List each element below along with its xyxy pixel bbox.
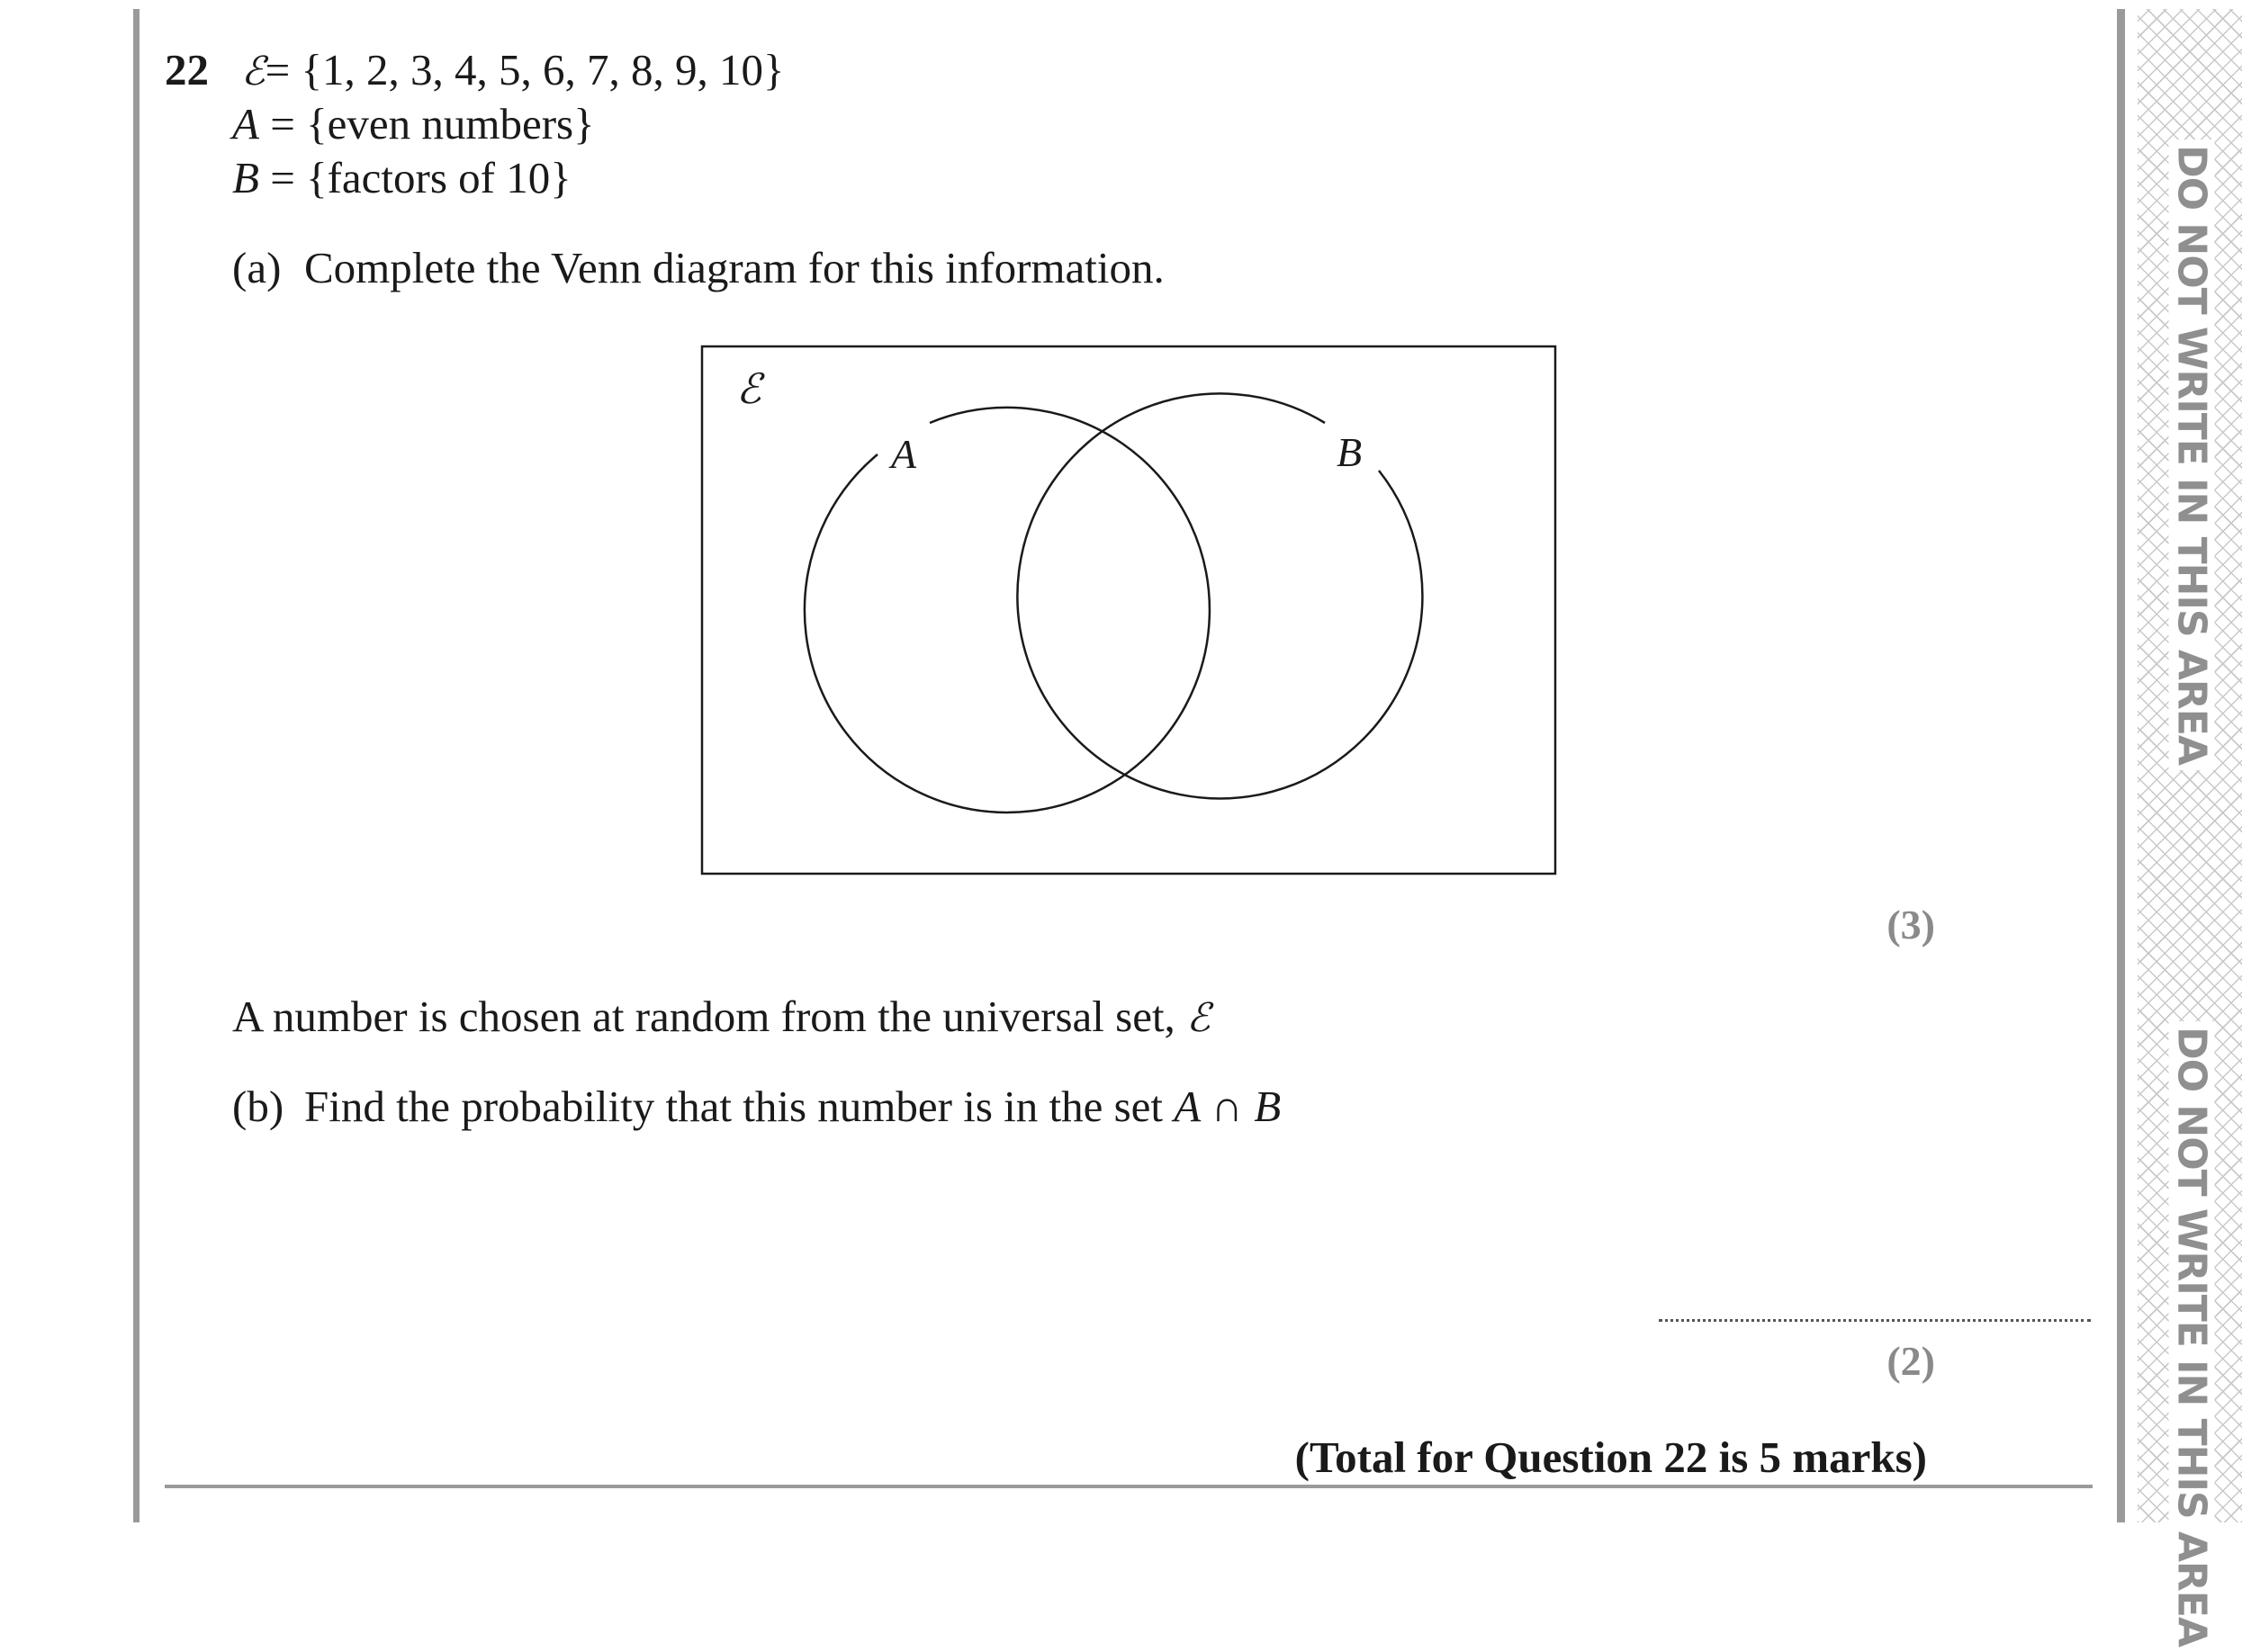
universal-set-box [702, 346, 1555, 874]
part-a-text: Complete the Venn diagram for this information. [304, 243, 1165, 292]
universal-set-definition: = {1, 2, 3, 4, 5, 6, 7, 8, 9, 10} [265, 45, 785, 94]
universal-set-symbol: ℰ [241, 49, 266, 94]
part-b-text: Find the probability that this number is in the set [304, 1082, 1164, 1131]
set-b-definition: = {factors of 10} [270, 153, 572, 202]
part-b-question [232, 1080, 1281, 1134]
question-total: (Total for Question 22 is 5 marks) [1294, 1432, 1927, 1482]
part-b-label: (b) [232, 1082, 284, 1131]
set-a-name: A [232, 99, 259, 148]
margin-warning-text: DO NOT WRITE IN THIS AREA [2169, 1021, 2215, 1652]
venn-universal-label: ℰ [736, 364, 761, 413]
circle-a-label: A [891, 431, 917, 477]
part-a-marks: (3) [1886, 902, 1935, 947]
bottom-rule [165, 1485, 2093, 1488]
set-b-name: B [232, 153, 259, 202]
part-a-label: (a) [232, 243, 282, 292]
margin-warning-text: DO NOT WRITE IN THIS AREA [2169, 139, 2215, 770]
universal-set-symbol: ℰ [1186, 995, 1211, 1041]
stem-b-line [232, 990, 1211, 1046]
stem-b-text: A number is chosen at random from the universal set, [232, 992, 1175, 1041]
circle-b-label: B [1337, 429, 1363, 475]
set-a-definition: = {even numbers} [270, 99, 595, 148]
set-expression: A ∩ B [1174, 1082, 1282, 1131]
circle-a [805, 408, 1210, 813]
question-number: 22 [165, 45, 209, 94]
answer-line[interactable] [1659, 1319, 2091, 1322]
part-b-marks: (2) [1886, 1338, 1935, 1384]
